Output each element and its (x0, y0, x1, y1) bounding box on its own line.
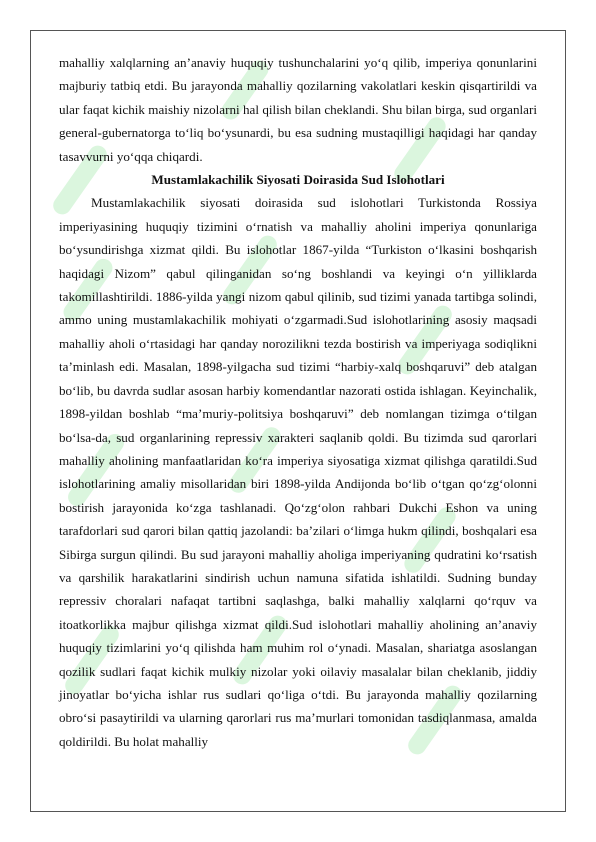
paragraph-2: Mustamlakachilik siyosati doirasida sud islohotlari Turkistonda Rossiya imperiyasining huquqiy tizimini o‘rnatish va mahalliy aholini imperiya qonunlariga bo‘ysundirishga xizmat qildi. Bu islohotlar 1867-yilda “Turkiston o‘lkasini boshqarish haqidagi Nizom” qabul qilinganidan so‘ng boshlandi va keyingi o‘n yilliklarda takomillashtirildi. 1886-yilda yangi nizom qabul qilinib, sud tizimi yanada tartibga solindi, ammo uning mustamlakachilik mohiyati o‘zgarmadi.Sud islohotlarining asosiy maqsadi mahalliy aholi o‘rtasidagi har qanday norozilikni tezda bostirish va imperiyaga sodiqlikni ta’minlash edi. Masalan, 1898-yilgacha sud tizimi “harbiy-xalq boshqaruvi” deb atalgan bo‘lib, bu davrda sudlar asosan harbiy komendantlar nazorati ostida ishlagan. Keyinchalik, 1898-yildan boshlab “ma’muriy-politsiya boshqaruvi” deb nomlangan tizimga o‘tilgan bo‘lsa-da, sud organlarining repressiv xarakteri saqlanib qoldi. Bu tizimda sud qarorlari mahalliy aholining manfaatlaridan ko‘ra imperiya siyosatiga xizmat qilishga qaratildi.Sud islohotlarining amaliy misollaridan biri 1898-yilda Andijonda bo‘lib o‘tgan qo‘zg‘olonni bostirish jarayonida ko‘zga tashlanadi. Qo‘zg‘olon rahbari Dukchi Eshon va uning tarafdorlari sud qarori bilan qattiq jazolandi: ba’zilari o‘limga hukm qilindi, boshqalari esa Sibirga surgun qilindi. Bu sud jarayoni mahalliy aholiga imperiyaning qudratini ko‘rsatish va qarshilik harakatlarini sindirish uchun namuna sifatida ishlatildi. Sudning bunday repressiv choralari nafaqat tartibni saqlashga, balki mahalliy xalqlarni qo‘rquv va itoatkorlikka majbur qilishga xizmat qildi.Sud islohotlari mahalliy aholining an’anaviy huquqiy tizimlarini yo‘q qilishda ham muhim rol o‘ynadi. Masalan, shariatga asoslangan qozilik sudlari faqat kichik mulkiy nizolar yoki oilaviy masalalar bilan cheklanib, jiddiy jinoyatlar bo‘yicha ishlar rus sudlari qo‘liga o‘tdi. Bu jarayonda mahalliy qozilarning obro‘si pasaytirildi va ularning qarorlari rus ma’murlari tomonidan tasdiqlanmasa, amalda qoldirildi. Bu holat mahalliy (59, 195, 537, 749)
section-heading: Mustamlakachilik Siyosati Doirasida Sud Islohotlari (151, 172, 445, 188)
paragraph-1: mahalliy xalqlarning an’anaviy huquqiy tushunchalarini yo‘q qilib, imperiya qonunlarini majburiy tatbiq etdi. Bu jarayonda mahalliy qozilarning vakolatlari keskin qisqartirildi va ular faqat kichik maishiy nizolarni hal qilish bilan cheklandi. Shu bilan birga, sud organlari general-gubernatorga to‘liq bo‘ysunardi, bu esa sudning mustaqilligi haqidagi har qanday tasavvurni yo‘qqa chiqardi. (59, 55, 537, 164)
document-body (59, 51, 537, 753)
